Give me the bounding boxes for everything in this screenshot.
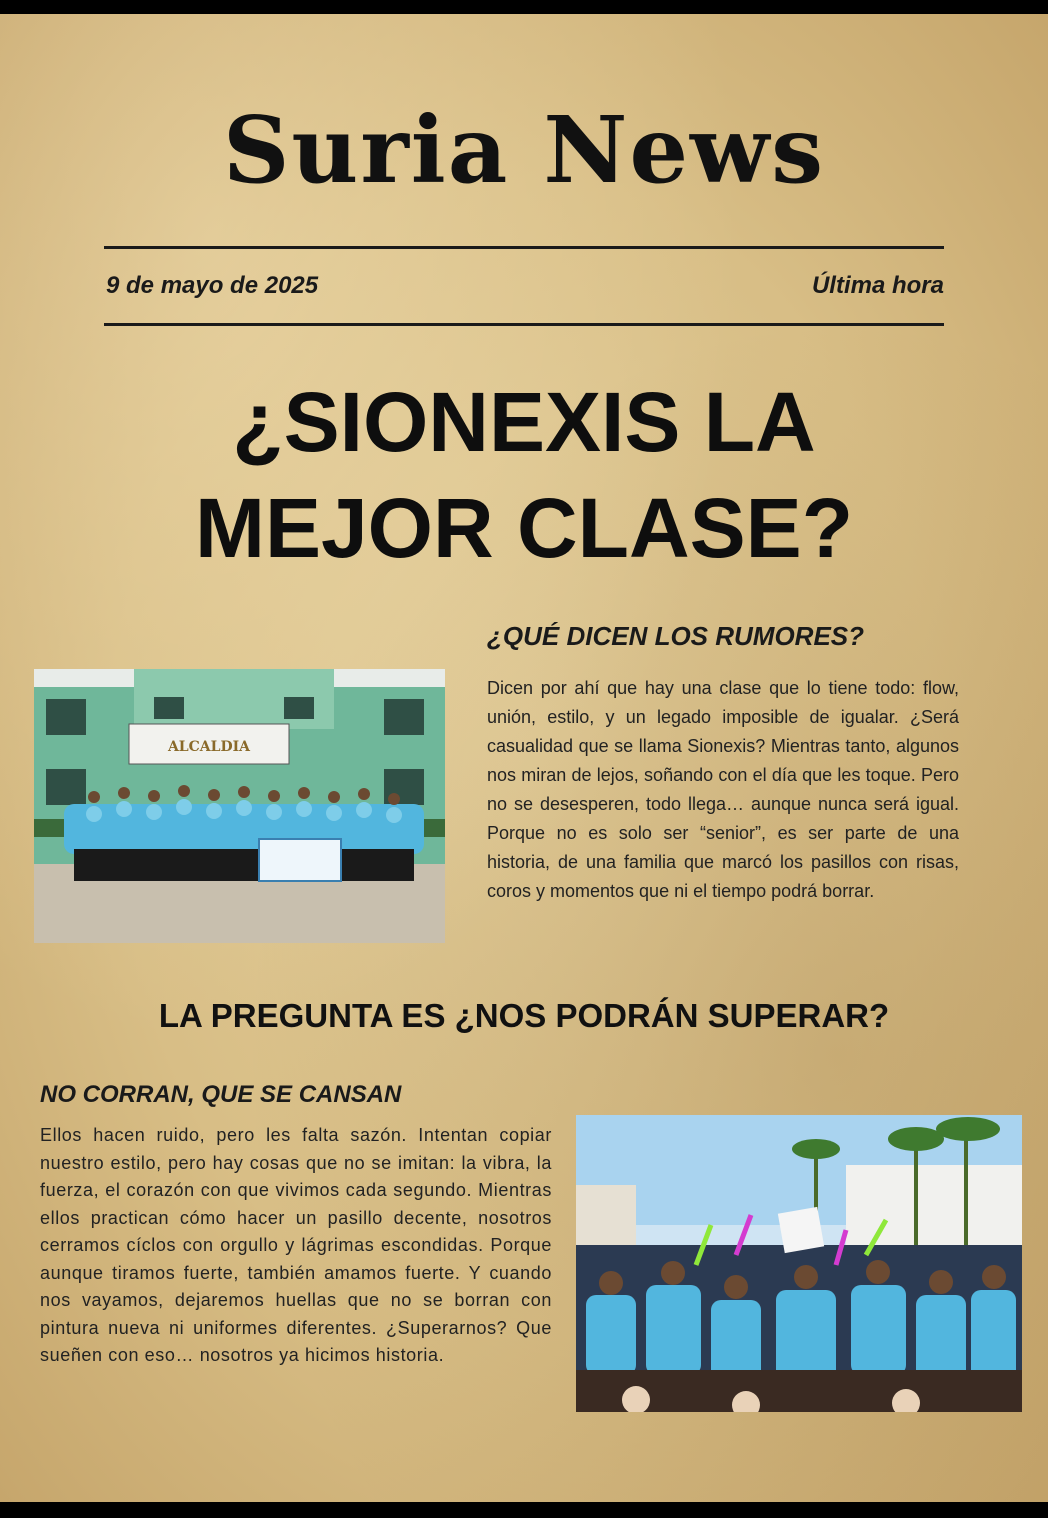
bottom-divider	[104, 323, 944, 326]
photo-sign-text: ALCALDIA	[167, 739, 251, 755]
section2-subheading: NO CORRAN, QUE SE CANSAN	[40, 1081, 402, 1108]
section-question-heading: LA PREGUNTA ES ¿NOS PODRÁN SUPERAR?	[158, 997, 890, 1034]
headline-line-1: ¿SIONEXIS LA	[232, 375, 816, 469]
main-headline	[0, 369, 1048, 581]
dateline-tag: Última hora	[811, 272, 944, 299]
class-photo-street-celebration	[576, 1115, 1022, 1412]
class-photo-city-hall	[34, 669, 445, 943]
section1-body: Dicen por ahí que hay una clase que lo tiene todo: flow, unión, estilo, y un legado imposible de igualar. ¿Será casualidad que se llama Sionexis? Mientras tanto, algunos nos miran de lejos, soñando con el día que les toque. Pero no se desesperen, todo llega… aunque nunca será igual. Porque no es solo ser “senior”, es ser parte de una historia, de una familia que marcó los pasillos con risas, coros y momentos que ni el tiempo podrá borrar.	[487, 678, 959, 901]
dateline-date: 9 de mayo de 2025	[106, 272, 319, 299]
section2-body: Ellos hacen ruido, pero les falta sazón. Intentan copiar nuestro estilo, pero hay cosas que no se imitan: la vibra, la fuerza, el corazón con que vivimos cada segundo. Mientras ellos practican cómo hacer un pasillo decente, nosotros cerramos cíclos con orgullo y lágrimas escondidas. Porque aunque tiramos fuerte, también amamos fuerte. Y cuando nos vayamos, dejaremos huellas que no se borran con pintura nueva ni uniformes diferentes. ¿Superarnos? Que sueñen con eso… nosotros ya hicimos historia.	[40, 1125, 552, 1365]
newspaper-page	[0, 14, 1048, 1502]
headline-line-2: MEJOR CLASE?	[194, 481, 854, 575]
top-divider	[104, 246, 944, 249]
masthead-title: Suria News	[222, 96, 825, 204]
section1-subheading: ¿QUÉ DICEN LOS RUMORES?	[487, 621, 865, 651]
